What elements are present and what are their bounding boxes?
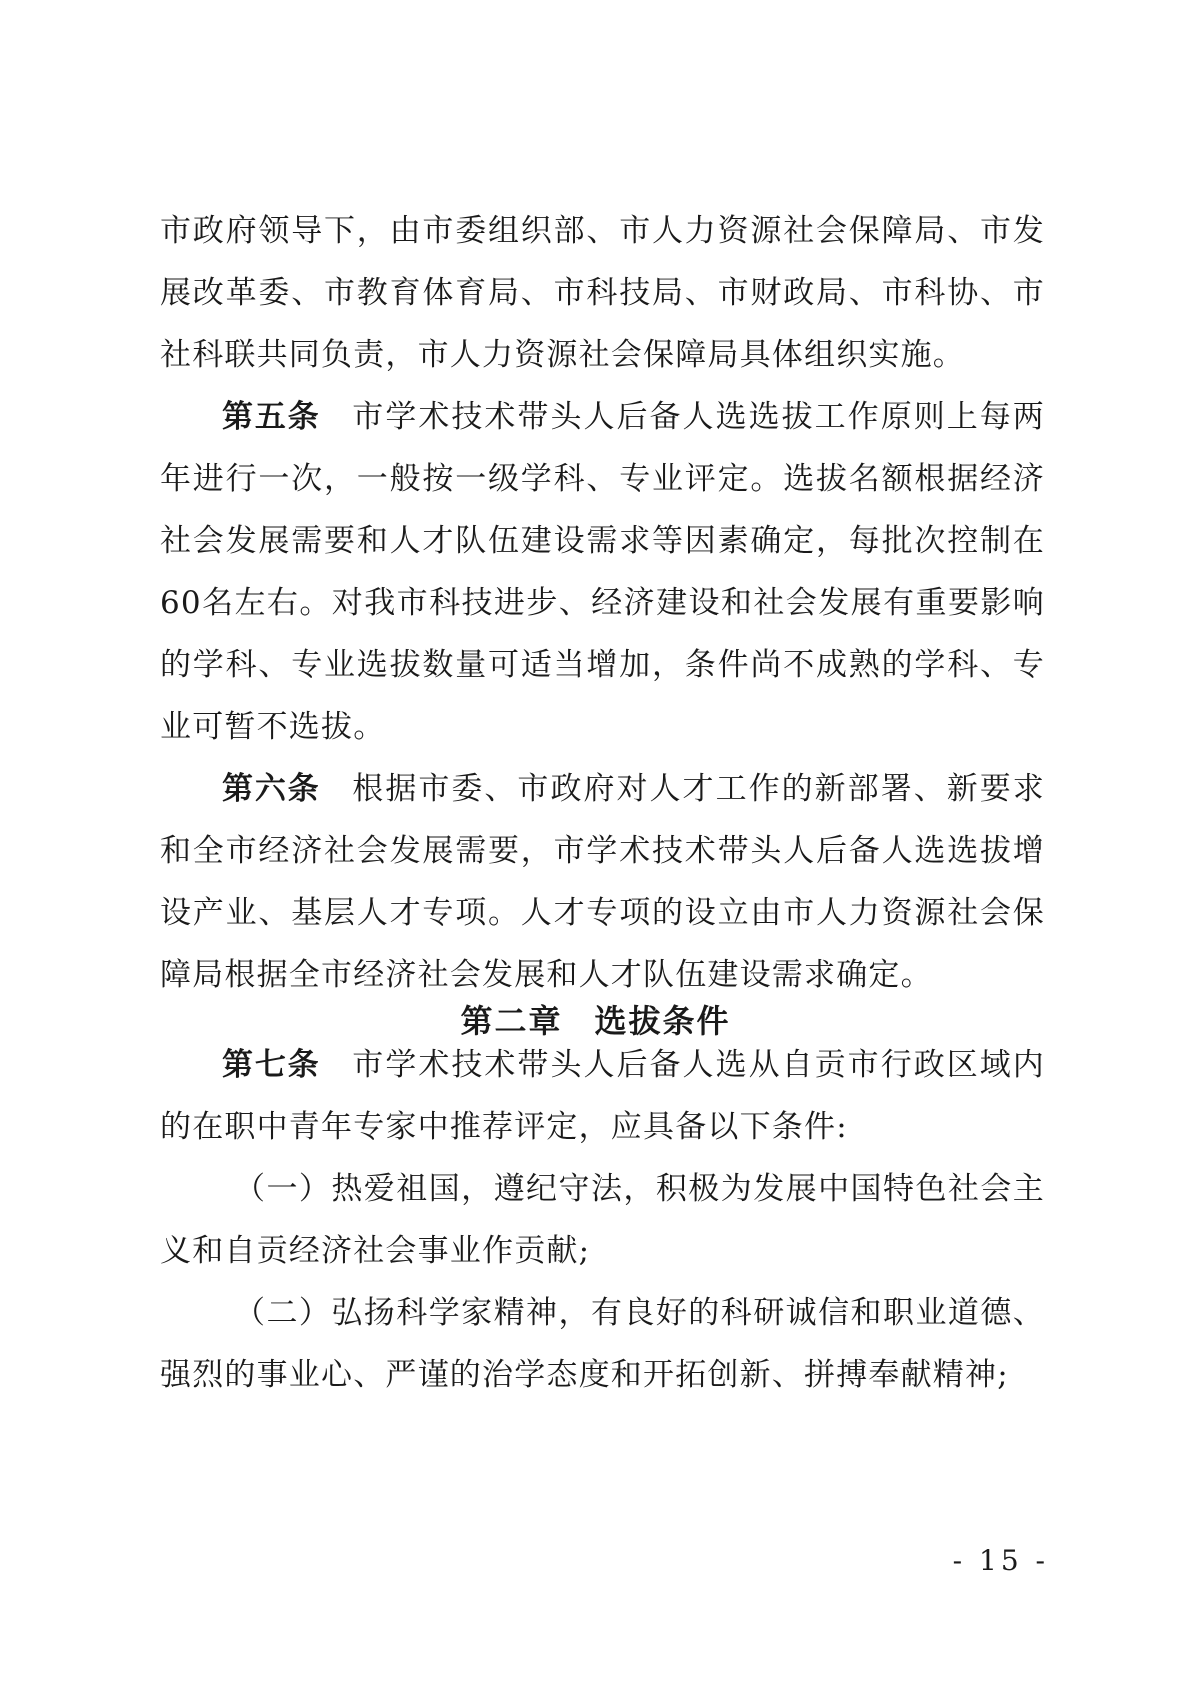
article-6 — [160, 758, 1045, 1006]
chapter-number: 第二章 — [460, 1002, 563, 1040]
continued-paragraph: 市政府领导下，由市委组织部、市人力资源社会保障局、市发展改革委、市教育体育局、市科技局、市财政局、市科协、市社科联共同负责，市人力资源社会保障局具体组织实施。 — [160, 213, 1045, 373]
condition-item-1: （一）热爱祖国，遵纪守法，积极为发展中国特色社会主义和自贡经济社会事业作贡献; — [160, 1171, 1045, 1269]
article-7-label: 第七条 — [222, 1047, 321, 1083]
article-6-label: 第六条 — [222, 771, 321, 807]
article-6-text: 根据市委、市政府对人才工作的新部署、新要求和全市经济社会发展需要，市学术技术带头人后备人选选拔增设产业、基层人才专项。人才专项的设立由市人力资源社会保障局根据全市经济社会发展和人才队伍建设需求确定。 — [160, 771, 1046, 993]
page-number: - 15 - — [952, 1544, 1049, 1577]
body-text-upper — [160, 200, 1045, 1006]
article-5-label: 第五条 — [222, 399, 321, 435]
article-7-text: 市学术技术带头人后备人选从自贡市行政区域内的在职中青年专家中推荐评定，应具备以下条件: — [160, 1047, 1046, 1145]
chapter-title-text: 选拔条件 — [594, 1002, 731, 1040]
article-5-text: 市学术技术带头人后备人选选拔工作原则上每两年进行一次，一般按一级学科、专业评定。选拔名额根据经济社会发展需要和人才队伍建设需求等因素确定，每批次控制在60名左右。对我市科技进步、经济建设和社会发展有重要影响的学科、专业选拔数量可适当增加，条件尚不成熟的学科、专业可暂不选拔。 — [160, 399, 1046, 745]
article-5 — [160, 386, 1045, 758]
body-text-lower — [160, 1034, 1045, 1406]
condition-item-2: （二）弘扬科学家精神，有良好的科研诚信和职业道德、强烈的事业心、严谨的治学态度和开拓创新、拼搏奉献精神; — [160, 1295, 1045, 1393]
article-7 — [160, 1034, 1045, 1158]
